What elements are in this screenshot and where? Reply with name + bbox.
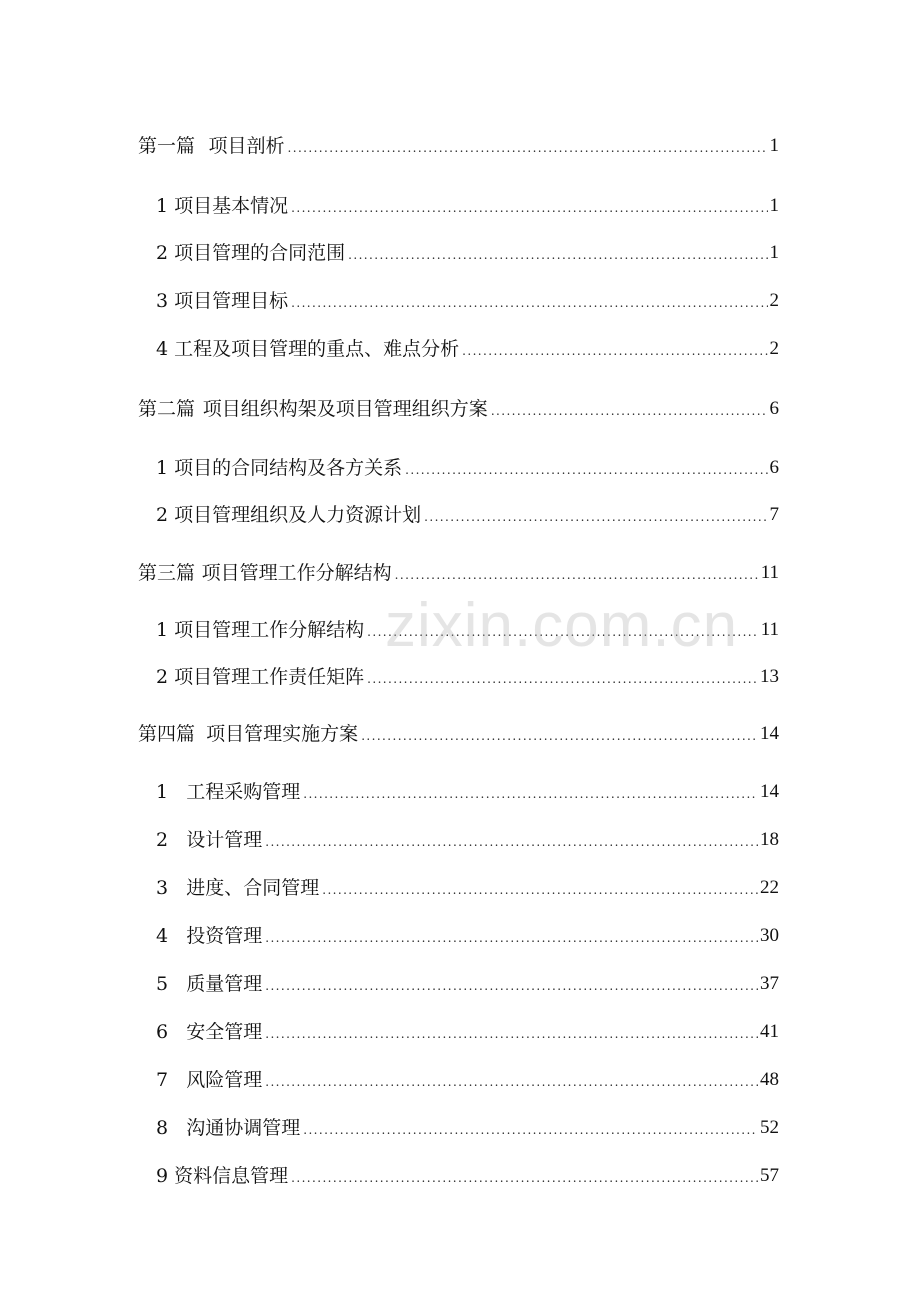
- toc-part-number: 第二篇: [138, 398, 196, 420]
- dot-leader: [405, 465, 767, 475]
- dot-leader: [265, 981, 758, 991]
- toc-part-number: 第一篇: [138, 135, 196, 157]
- toc-part-2[interactable]: [138, 391, 779, 421]
- toc-page-number: 22: [760, 877, 779, 898]
- toc-title: 项目管理工作分解结构: [174, 619, 365, 641]
- toc-item[interactable]: [156, 497, 779, 527]
- toc-item-number: 1: [156, 195, 169, 217]
- toc-item-number: 2: [156, 829, 169, 851]
- dot-leader: [424, 512, 767, 522]
- dot-leader: [462, 346, 767, 356]
- dot-leader: [265, 1029, 758, 1039]
- toc-item-number: 9: [156, 1165, 169, 1187]
- toc-item[interactable]: [156, 966, 779, 996]
- dot-leader: [288, 143, 768, 153]
- toc-item-number: 3: [156, 290, 169, 312]
- toc-item[interactable]: [156, 870, 779, 900]
- toc-item-number: 8: [156, 1117, 169, 1139]
- toc-page-number: 11: [760, 562, 779, 583]
- toc-page-number: 1: [769, 135, 779, 156]
- toc-item[interactable]: [156, 283, 779, 313]
- toc-title: 项目基本情况: [174, 195, 289, 217]
- toc-page-number: 48: [760, 1069, 779, 1090]
- toc-page-number: 14: [760, 723, 779, 744]
- toc-item-number: 6: [156, 1021, 169, 1043]
- toc-item[interactable]: [156, 235, 779, 265]
- toc-item[interactable]: [156, 188, 779, 218]
- toc-page-number: 6: [769, 398, 779, 419]
- toc-page-number: 2: [769, 290, 779, 311]
- watermark: zixin.com.cn: [385, 591, 739, 660]
- dot-leader: [491, 406, 768, 416]
- toc-page-number: 57: [760, 1165, 779, 1186]
- dot-leader: [367, 627, 759, 637]
- toc-item[interactable]: [156, 918, 779, 948]
- toc-item-number: 2: [156, 666, 169, 688]
- toc-page-number: 18: [760, 829, 779, 850]
- toc-title: 设计管理: [186, 829, 263, 851]
- toc-item-number: 7: [156, 1069, 169, 1091]
- toc-part-3[interactable]: [138, 555, 779, 585]
- toc-title: 项目剖析: [208, 135, 285, 157]
- dot-leader: [265, 933, 758, 943]
- dot-leader: [265, 1077, 758, 1087]
- toc-item-number: 1: [156, 781, 169, 803]
- toc-page-number: 52: [760, 1117, 779, 1138]
- toc-page-number: 2: [769, 338, 779, 359]
- dot-leader: [395, 570, 759, 580]
- dot-leader: [291, 203, 767, 213]
- toc-title: 进度、合同管理: [186, 877, 320, 899]
- toc-title: 项目管理工作分解结构: [201, 562, 392, 584]
- dot-leader: [291, 298, 767, 308]
- toc-part-number: 第四篇: [138, 723, 196, 745]
- toc-page-number: 11: [760, 619, 779, 640]
- toc-page-number: 41: [760, 1021, 779, 1042]
- toc-title: 安全管理: [186, 1021, 263, 1043]
- toc-item[interactable]: [156, 612, 779, 642]
- dot-leader: [303, 1125, 758, 1135]
- toc-item-number: 3: [156, 877, 169, 899]
- toc-item[interactable]: [156, 1110, 779, 1140]
- toc-page-number: 37: [760, 973, 779, 994]
- dot-leader: [303, 789, 758, 799]
- toc-item[interactable]: [156, 1014, 779, 1044]
- dot-leader: [348, 250, 767, 260]
- toc-title: 工程及项目管理的重点、难点分析: [174, 338, 460, 360]
- toc-page-number: 1: [769, 242, 779, 263]
- toc-part-number: 第三篇: [138, 562, 196, 584]
- toc-page-number: 14: [760, 781, 779, 802]
- dot-leader: [291, 1173, 758, 1183]
- toc-item-number: 5: [156, 973, 169, 995]
- toc-item-number: 4: [156, 338, 169, 360]
- toc-title: 项目管理组织及人力资源计划: [174, 504, 422, 526]
- toc-page-number: 1: [769, 195, 779, 216]
- toc-page-number: 13: [760, 666, 779, 687]
- toc-title: 项目的合同结构及各方关系: [174, 457, 403, 479]
- toc-title: 项目管理目标: [174, 290, 289, 312]
- toc-title: 投资管理: [186, 925, 263, 947]
- dot-leader: [361, 731, 758, 741]
- toc-page-number: 7: [769, 504, 779, 525]
- toc-title: 项目组织构架及项目管理组织方案: [202, 398, 488, 420]
- toc-item[interactable]: [156, 450, 779, 480]
- toc-item[interactable]: [156, 1062, 779, 1092]
- toc-item[interactable]: [156, 331, 779, 361]
- toc-item[interactable]: [156, 1158, 779, 1188]
- toc-title: 工程采购管理: [186, 781, 301, 803]
- toc-title: 项目管理工作责任矩阵: [174, 666, 365, 688]
- toc-item[interactable]: [156, 822, 779, 852]
- toc-title: 沟通协调管理: [186, 1117, 301, 1139]
- dot-leader: [322, 885, 758, 895]
- toc-title: 项目管理的合同范围: [174, 242, 346, 264]
- toc-title: 项目管理实施方案: [206, 723, 359, 745]
- toc-item[interactable]: [156, 659, 779, 689]
- toc-item-number: 2: [156, 504, 169, 526]
- toc-page-number: 30: [760, 925, 779, 946]
- toc-item-number: 2: [156, 242, 169, 264]
- dot-leader: [367, 674, 758, 684]
- toc-part-1[interactable]: [138, 128, 779, 158]
- toc-item-number: 4: [156, 925, 169, 947]
- toc-page-number: 6: [769, 457, 779, 478]
- toc-part-4[interactable]: [138, 716, 779, 746]
- toc-item-number: 1: [156, 457, 169, 479]
- toc-title: 质量管理: [186, 973, 263, 995]
- toc-item[interactable]: [156, 774, 779, 804]
- toc-title: 资料信息管理: [174, 1165, 289, 1187]
- dot-leader: [265, 837, 758, 847]
- toc-item-number: 1: [156, 619, 169, 641]
- toc-title: 风险管理: [186, 1069, 263, 1091]
